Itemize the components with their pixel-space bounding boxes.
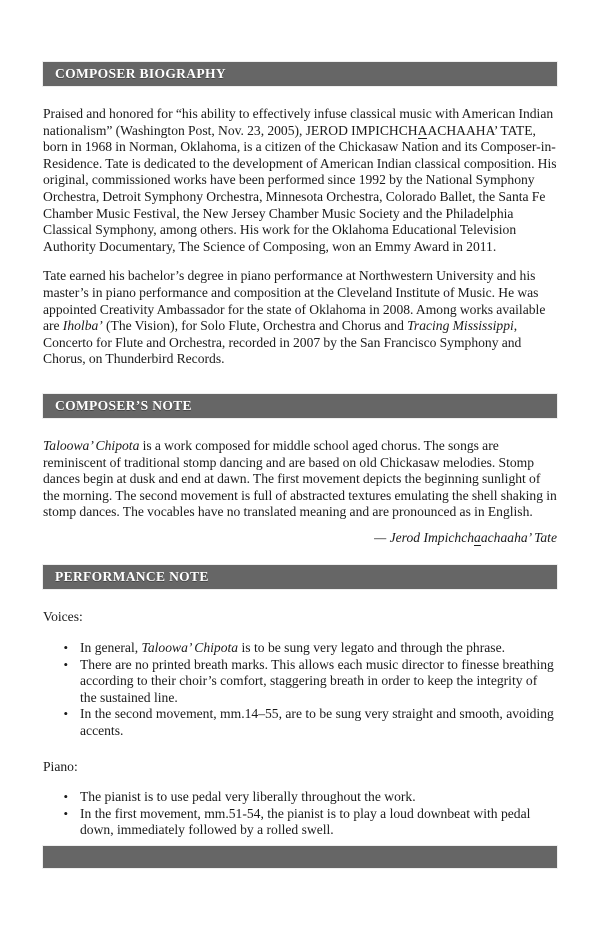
biography-paragraph-2-text-c: , Concerto for Flute and Orchestra, recorded in 2007 by the San Francisco Symphony and Chorus, on Thunderbird Records. <box>43 318 522 367</box>
biography-paragraph-2-text-a: Tate earned his bachelor’s degree in piano performance at Northwestern University and his master’s in piano performance and composition at the Cleveland Institute of Music. He was appointed Creativity Ambassador for the state of Oklahoma in 2008. Among works available are <box>43 268 546 334</box>
list-item <box>43 789 557 806</box>
bullet-icon: • <box>63 656 68 672</box>
list-item-text <box>80 789 416 804</box>
list-item-text <box>80 806 530 838</box>
list-item-text-a: In general, <box>80 640 142 656</box>
section-header-composer-biography <box>43 62 557 86</box>
biography-udot-glyph: A <box>417 122 428 138</box>
signature-suffix: achaaha’ Tate <box>480 529 557 545</box>
list-item-text-a: The pianist is to use pedal very liberally throughout the work. <box>80 789 416 805</box>
signature-udot-glyph: a <box>474 529 481 545</box>
biography-paragraph-1-text-a: Praised and honored for “his ability to effectively infuse classical music with American Indian nationalism” (Washington Post, Nov. 23, 2005), JEROD IMPICHCH <box>43 106 554 138</box>
composers-note-paragraph <box>43 438 557 521</box>
work-title-taloowa-chipota: Taloowa’ Chipota <box>43 437 140 453</box>
list-item-text <box>80 657 554 705</box>
work-title-iholba: Iholba’ <box>62 318 103 334</box>
composers-note-paragraph-text: is a work composed for middle school aged chorus. The songs are reminiscent of traditional stomp dancing and are based on old Chickasaw melodies. Stomp dances begin at dusk and end at dawn. The first movement depicts the beginning sunlight of the morning. The second movement is full of abstracted textures emulating the shell shaking in stomp dances. The vocables have no translated meaning and are pronounced as in English. <box>43 437 557 520</box>
list-item-text-a: In the first movement, mm.51-54, the pianist is to play a loud downbeat with pedal down, immediately followed by a rolled swell. <box>80 805 531 838</box>
list-item-text <box>80 706 554 738</box>
list-item-italic-title: Taloowa’ Chipota <box>141 640 239 656</box>
piano-bullet-list <box>43 789 557 839</box>
list-item-text-b: is to be sung very legato and through the phrase. <box>238 640 506 656</box>
biography-paragraph-2-text-b: (The Vision), for Solo Flute, Orchestra and Chorus and <box>102 318 408 334</box>
biography-paragraph-1-text-b: ACHAAHA’ TATE, born in 1968 in Norman, Oklahoma, is a citizen of the Chickasaw Nation and its Composer-in-Residence. Tate is dedicated to the development of American Indian classical composition. His original, commissioned works have been performed since 1992 by the National Symphony Orchestra, Detroit Symphony Orchestra, Minnesota Orchestra, Colorado Ballet, the Santa Fe Chamber Music Festival, the New Jersey Chamber Music Society and the Philadelphia Classical Symphony, among others. His work for the Oklahoma Educational Television Authority Documentary, The Science of Composing, won an Emmy Award in 2011. <box>43 122 557 254</box>
list-item <box>43 640 557 657</box>
list-item <box>43 806 557 839</box>
work-title-tracing-mississippi: Tracing Mississippi <box>407 318 514 334</box>
bullet-icon: • <box>63 706 68 722</box>
bullet-icon: • <box>63 640 68 656</box>
section-header-performance-note <box>43 565 557 589</box>
section-header-composers-note <box>43 394 557 418</box>
section-header-label: COMPOSER BIOGRAPHY <box>55 66 226 81</box>
section-header-label: COMPOSER’S NOTE <box>55 397 192 413</box>
section-header-footer-empty <box>43 846 557 868</box>
bullet-icon: • <box>63 805 68 821</box>
biography-paragraph-1 <box>43 106 557 255</box>
list-item-text-a: In the second movement, mm.14–55, are to be sung very straight and smooth, avoiding accents. <box>80 706 554 739</box>
voices-label: Voices: <box>43 609 83 625</box>
piano-label: Piano: <box>43 758 78 774</box>
composers-note-signature <box>43 521 557 547</box>
voices-bullet-list <box>43 640 557 740</box>
list-item <box>43 657 557 707</box>
list-item <box>43 706 557 739</box>
list-item-text-a: There are no printed breath marks. This allows each music director to finesse breathing according to their choir’s comfort, staggering breath in order to keep the integrity of the sustained line. <box>80 656 554 705</box>
list-item-text <box>80 640 505 655</box>
biography-paragraph-2 <box>43 268 557 368</box>
section-header-label: PERFORMANCE NOTE <box>55 569 209 585</box>
signature-prefix: — Jerod Impichch <box>374 529 475 545</box>
bullet-icon: • <box>63 789 68 805</box>
